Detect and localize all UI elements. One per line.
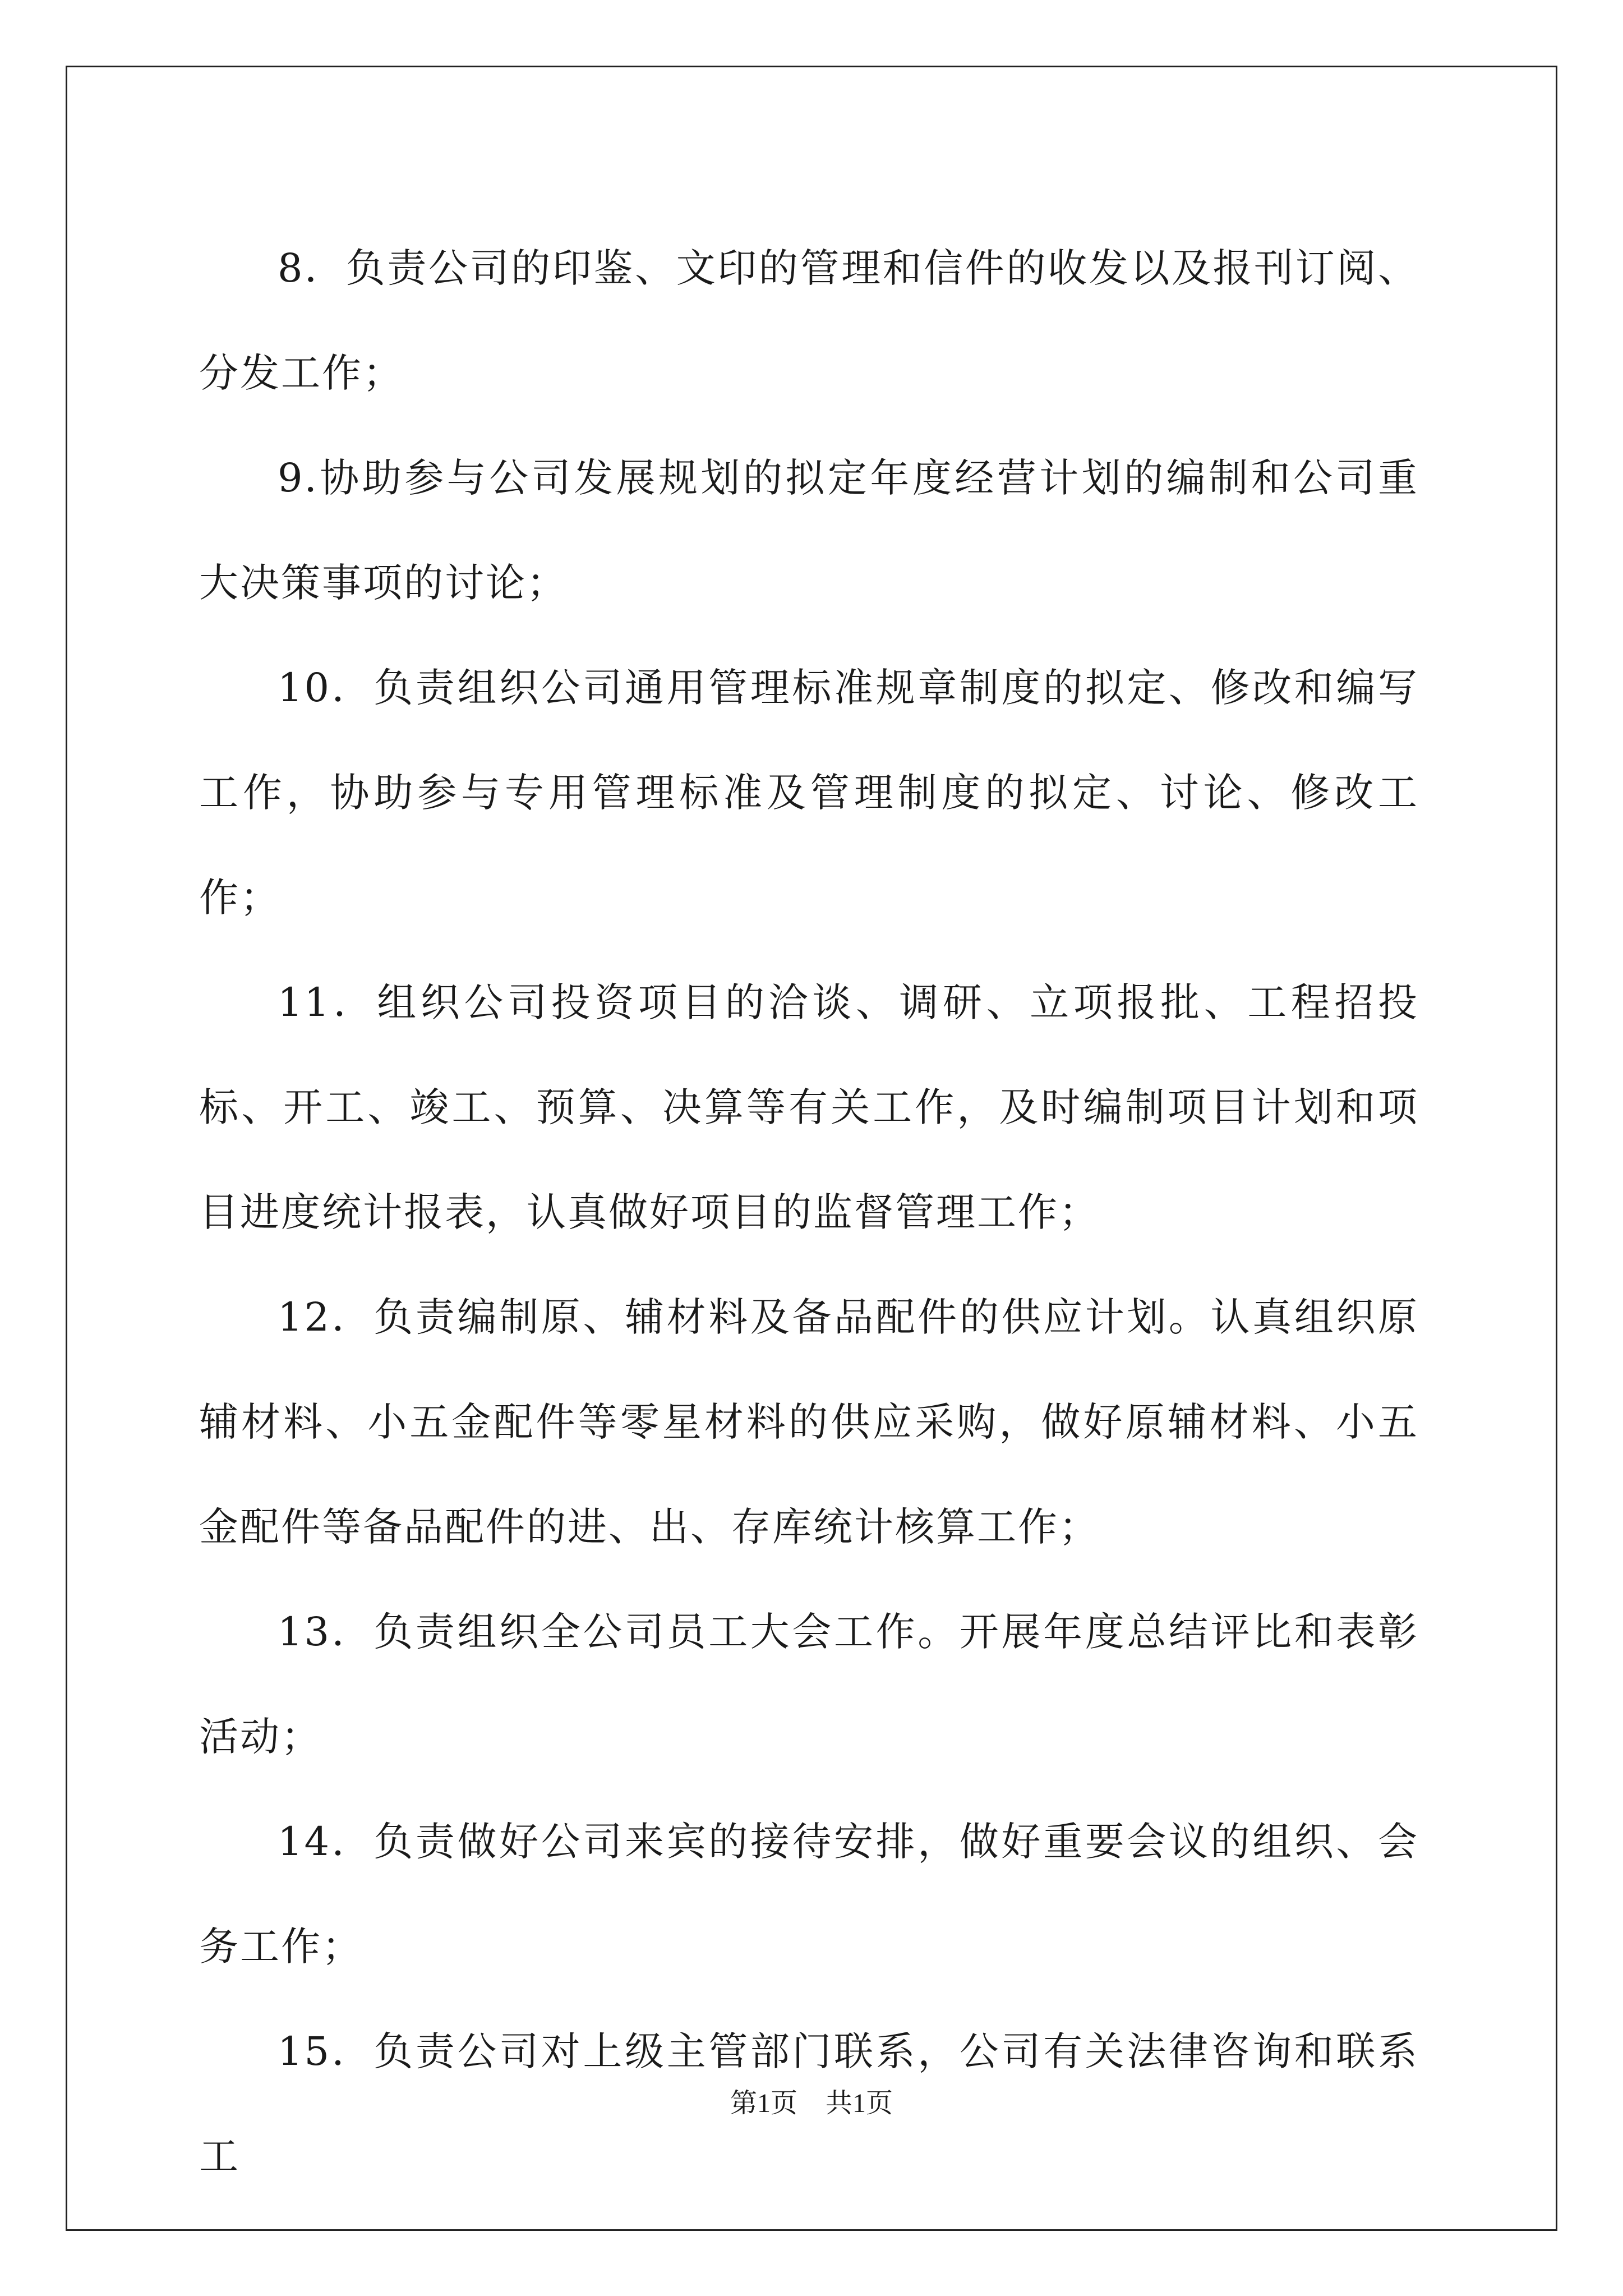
- paragraph-item-10: 10．负责组织公司通用管理标准规章制度的拟定、修改和编写工作，协助参与专用管理标准及管理制度的拟定、讨论、修改工作；: [199, 665, 1419, 921]
- paragraph-item-11: 11．组织公司投资项目的洽谈、调研、立项报批、工程招投标、开工、竣工、预算、决算等有关工作，及时编制项目计划和项目进度统计报表，认真做好项目的监督管理工作；: [199, 979, 1419, 1235]
- document-body: [199, 216, 1419, 2209]
- paragraph-item-9: 9.协助参与公司发展规划的拟定年度经营计划的编制和公司重大决策事项的讨论；: [199, 455, 1419, 606]
- paragraph-item-8: 8．负责公司的印鉴、文印的管理和信件的收发以及报刊订阅、分发工作；: [199, 245, 1419, 396]
- page-total: 共1页: [826, 2088, 893, 2118]
- paragraph-item-15: 15．负责公司对上级主管部门联系，公司有关法律咨询和联系工: [199, 2028, 1419, 2179]
- page-footer: [0, 2081, 1623, 2120]
- paragraph-item-14: 14．负责做好公司来宾的接待安排，做好重要会议的组织、会务工作；: [199, 1819, 1419, 1970]
- page-number: 第1页: [730, 2088, 797, 2118]
- paragraph-item-13: 13．负责组织全公司员工大会工作。开展年度总结评比和表彰活动；: [199, 1609, 1419, 1760]
- paragraph-item-12: 12．负责编制原、辅材料及备品配件的供应计划。认真组织原辅材料、小五金配件等零星材料的供应采购，做好原辅材料、小五金配件等备品配件的进、出、存库统计核算工作；: [199, 1294, 1419, 1550]
